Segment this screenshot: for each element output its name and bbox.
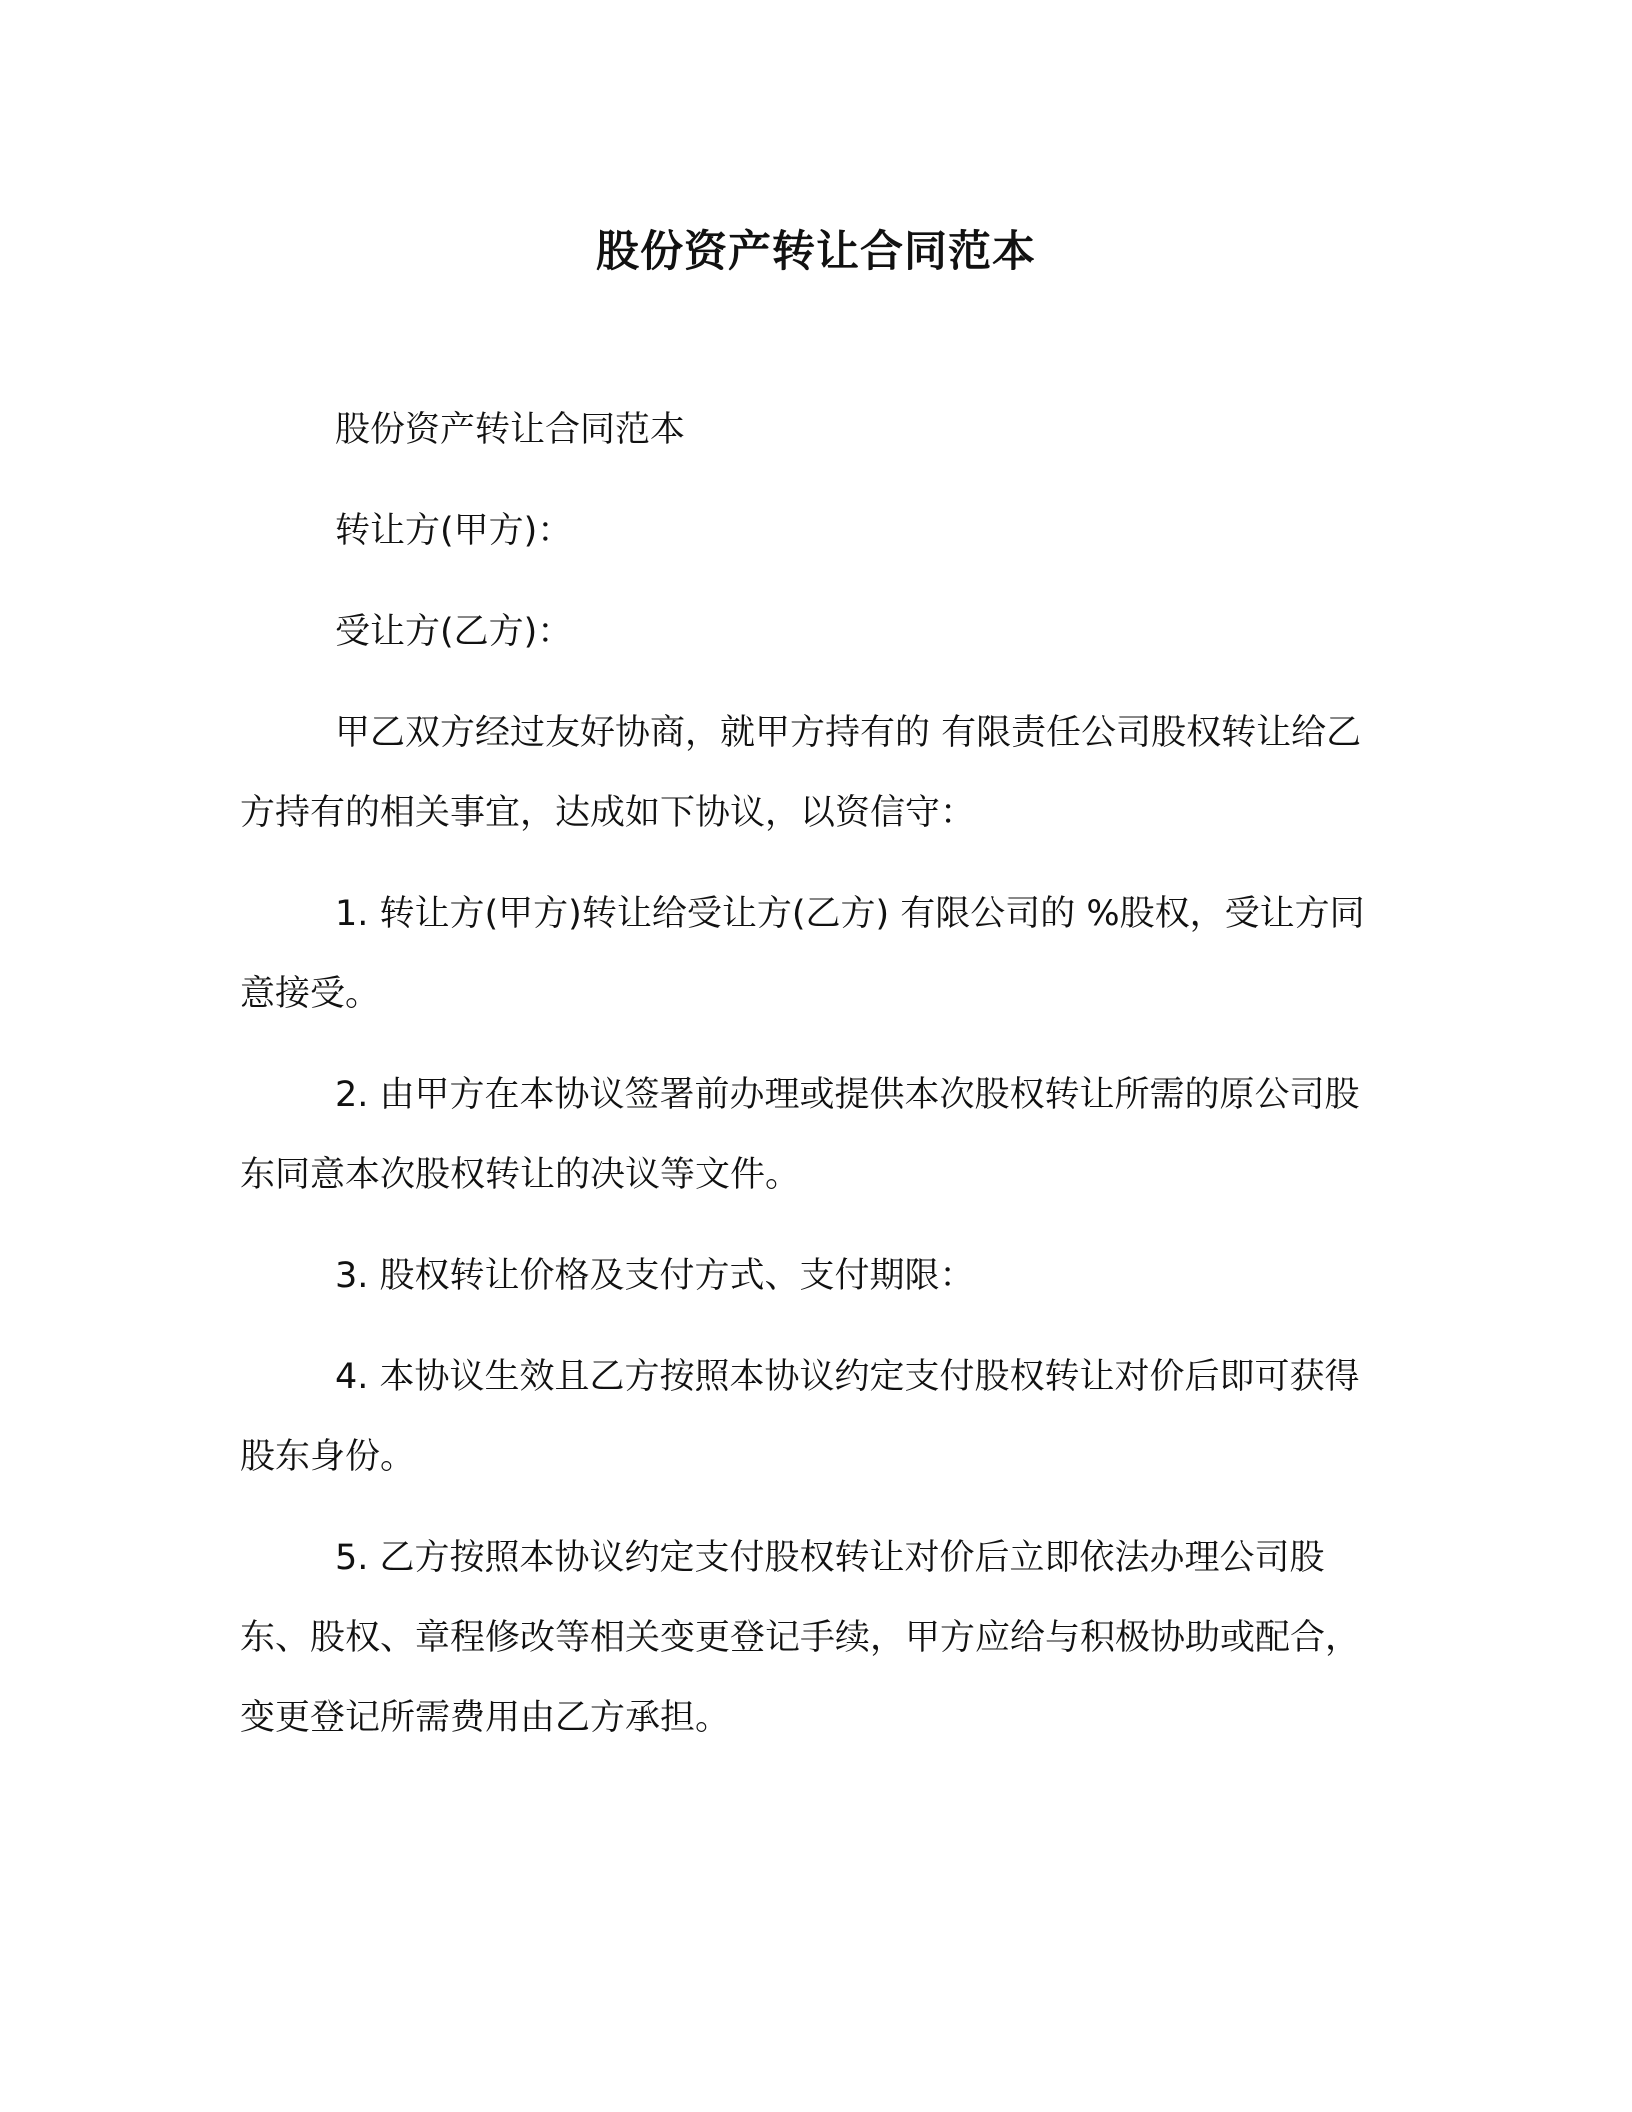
- paragraph-clause-5: 5. 乙方按照本协议约定支付股权转让对价后立即依法办理公司股东、股权、章程修改等相关变更登记手续，甲方应给与积极协助或配合，变更登记所需费用由乙方承担。: [240, 1538, 1361, 1738]
- paragraph-preamble: 甲乙双方经过友好协商，就甲方持有的 有限责任公司股权转让给乙方持有的相关事宜，达成如下协议，以资信守：: [240, 713, 1362, 833]
- paragraph-transferee: 受让方(乙方)：: [335, 612, 573, 652]
- document-body: [240, 390, 1390, 1779]
- paragraph-subtitle: 股份资产转让合同范本: [335, 410, 686, 450]
- paragraph-clause-1: 1. 转让方(甲方)转让给受让方(乙方) 有限公司的 %股权，受让方同意接受。: [240, 894, 1365, 1014]
- paragraph-clause-2: 2. 由甲方在本协议签署前办理或提供本次股权转让所需的原公司股东同意本次股权转让的决议等文件。: [240, 1075, 1360, 1195]
- document-title: 股份资产转让合同范本: [596, 227, 1036, 277]
- paragraph-clause-3: 3. 股权转让价格及支付方式、支付期限：: [335, 1256, 975, 1296]
- paragraph-clause-4: 4. 本协议生效且乙方按照本协议约定支付股权转让对价后即可获得股东身份。: [240, 1357, 1360, 1477]
- paragraph-transferor: 转让方(甲方)：: [335, 511, 573, 551]
